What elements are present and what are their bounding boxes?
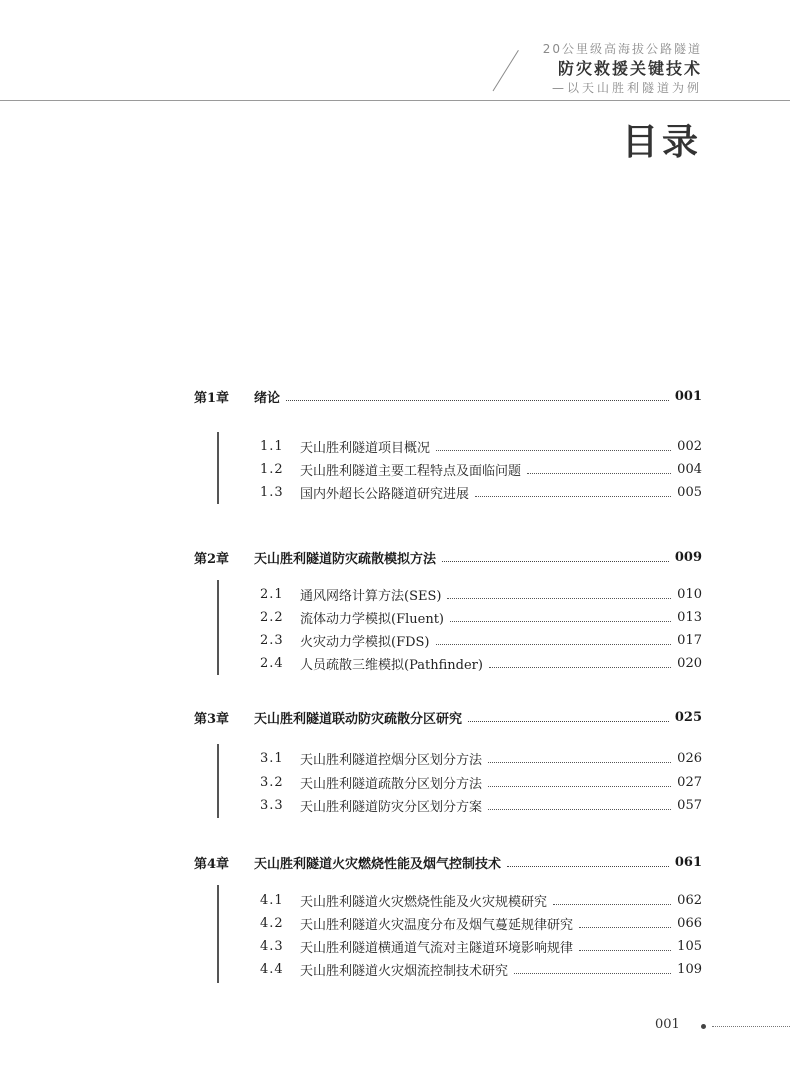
section-page: 105 [677, 938, 702, 954]
section-page: 004 [677, 461, 702, 477]
section-page: 017 [677, 632, 702, 648]
dot-leader [514, 963, 671, 974]
toc-section[interactable] [260, 630, 702, 650]
dot-leader [527, 463, 671, 474]
section-title: 国内外超长公路隧道研究进展 [300, 486, 470, 502]
toc-section[interactable] [260, 890, 702, 910]
section-page: 002 [677, 438, 702, 454]
dot-leader [488, 776, 671, 787]
chapter-title: 天山胜利隧道防灾疏散模拟方法 [254, 551, 437, 567]
dot-leader [489, 657, 671, 668]
dot-leader [475, 486, 671, 497]
section-title: 天山胜利隧道横通道气流对主隧道环境影响规律 [300, 940, 574, 956]
toc-section[interactable] [260, 959, 702, 979]
section-title: 通风网络计算方法(SES) [300, 588, 442, 604]
section-number: 3.2 [260, 774, 284, 790]
header-book-title: 防灾救援关键技术 [557, 59, 702, 78]
chapter-title: 天山胜利隧道联动防灾疏散分区研究 [254, 711, 463, 727]
toc-section[interactable] [260, 772, 702, 792]
dot-leader [507, 856, 669, 867]
section-page: 027 [677, 774, 702, 790]
section-title: 天山胜利隧道火灾温度分布及烟气蔓延规律研究 [300, 917, 574, 933]
page-title: 目录 [621, 122, 702, 163]
section-number: 3.1 [260, 750, 284, 766]
section-number: 2.1 [260, 586, 284, 602]
dot-leader [488, 799, 671, 810]
section-title: 天山胜利隧道控烟分区划分方法 [300, 752, 483, 768]
chapter-page: 025 [674, 709, 702, 725]
header-series-line: 20公里级高海拔公路隧道 [542, 42, 702, 56]
toc-section[interactable] [260, 584, 702, 604]
section-title: 天山胜利隧道疏散分区划分方法 [300, 776, 483, 792]
section-title: 流体动力学模拟(Fluent) [300, 611, 444, 627]
toc-section[interactable] [260, 607, 702, 627]
dot-leader [579, 940, 671, 951]
section-page: 005 [677, 484, 702, 500]
dot-leader [468, 711, 669, 722]
dot-leader [286, 390, 669, 401]
toc-chapter-3[interactable] [194, 707, 702, 727]
toc-chapter-1[interactable] [194, 386, 702, 406]
section-number: 4.2 [260, 915, 284, 931]
section-number: 2.4 [260, 655, 284, 671]
dot-leader [436, 440, 671, 451]
dot-leader [488, 752, 671, 763]
chapter-number: 第3章 [194, 711, 230, 727]
section-title: 人员疏散三维模拟(Pathfinder) [300, 657, 483, 673]
header-subtitle: —以天山胜利隧道为例 [551, 81, 702, 95]
section-page: 057 [677, 797, 702, 813]
chapter-number: 第1章 [194, 390, 230, 406]
section-title: 天山胜利隧道火灾烟流控制技术研究 [300, 963, 509, 979]
section-number: 1.3 [260, 484, 284, 500]
chapter-title: 天山胜利隧道火灾燃烧性能及烟气控制技术 [254, 856, 502, 872]
folio-bullet [701, 1024, 706, 1029]
dot-leader [553, 894, 671, 905]
section-group-bar [217, 432, 219, 504]
toc-section[interactable] [260, 482, 702, 502]
toc-section[interactable] [260, 748, 702, 768]
chapter-page: 001 [674, 388, 702, 404]
toc-chapter-2[interactable] [194, 547, 702, 567]
section-number: 4.4 [260, 961, 284, 977]
dot-leader [436, 634, 672, 645]
section-group-bar [217, 580, 219, 675]
dot-leader [447, 588, 671, 599]
section-number: 4.3 [260, 938, 284, 954]
section-number: 1.2 [260, 461, 284, 477]
toc-section[interactable] [260, 436, 702, 456]
section-page: 026 [677, 750, 702, 766]
chapter-page: 061 [674, 854, 702, 870]
section-page: 010 [677, 586, 702, 602]
section-title: 天山胜利隧道防灾分区划分方案 [300, 799, 483, 815]
section-group-bar [217, 885, 219, 983]
section-number: 4.1 [260, 892, 284, 908]
toc-section[interactable] [260, 936, 702, 956]
toc-section[interactable] [260, 913, 702, 933]
page-number: 001 [655, 1017, 680, 1032]
dot-leader [579, 917, 671, 928]
section-title: 火灾动力学模拟(FDS) [300, 634, 430, 650]
toc-section[interactable] [260, 653, 702, 673]
chapter-page: 009 [674, 549, 702, 565]
section-group-bar [217, 744, 219, 818]
section-number: 1.1 [260, 438, 284, 454]
section-page: 109 [677, 961, 702, 977]
folio-dot-leader [712, 1026, 790, 1027]
chapter-title: 绪论 [254, 390, 281, 406]
dot-leader [450, 611, 671, 622]
section-number: 2.3 [260, 632, 284, 648]
chapter-number: 第2章 [194, 551, 230, 567]
section-page: 013 [677, 609, 702, 625]
chapter-number: 第4章 [194, 856, 230, 872]
toc-chapter-4[interactable] [194, 852, 702, 872]
section-title: 天山胜利隧道主要工程特点及面临问题 [300, 463, 522, 479]
dot-leader [442, 551, 669, 562]
section-page: 020 [677, 655, 702, 671]
toc-section[interactable] [260, 795, 702, 815]
section-page: 066 [677, 915, 702, 931]
section-title: 天山胜利隧道项目概况 [300, 440, 431, 456]
section-number: 3.3 [260, 797, 284, 813]
toc-section[interactable] [260, 459, 702, 479]
section-page: 062 [677, 892, 702, 908]
section-title: 天山胜利隧道火灾燃烧性能及火灾规模研究 [300, 894, 548, 910]
section-number: 2.2 [260, 609, 284, 625]
